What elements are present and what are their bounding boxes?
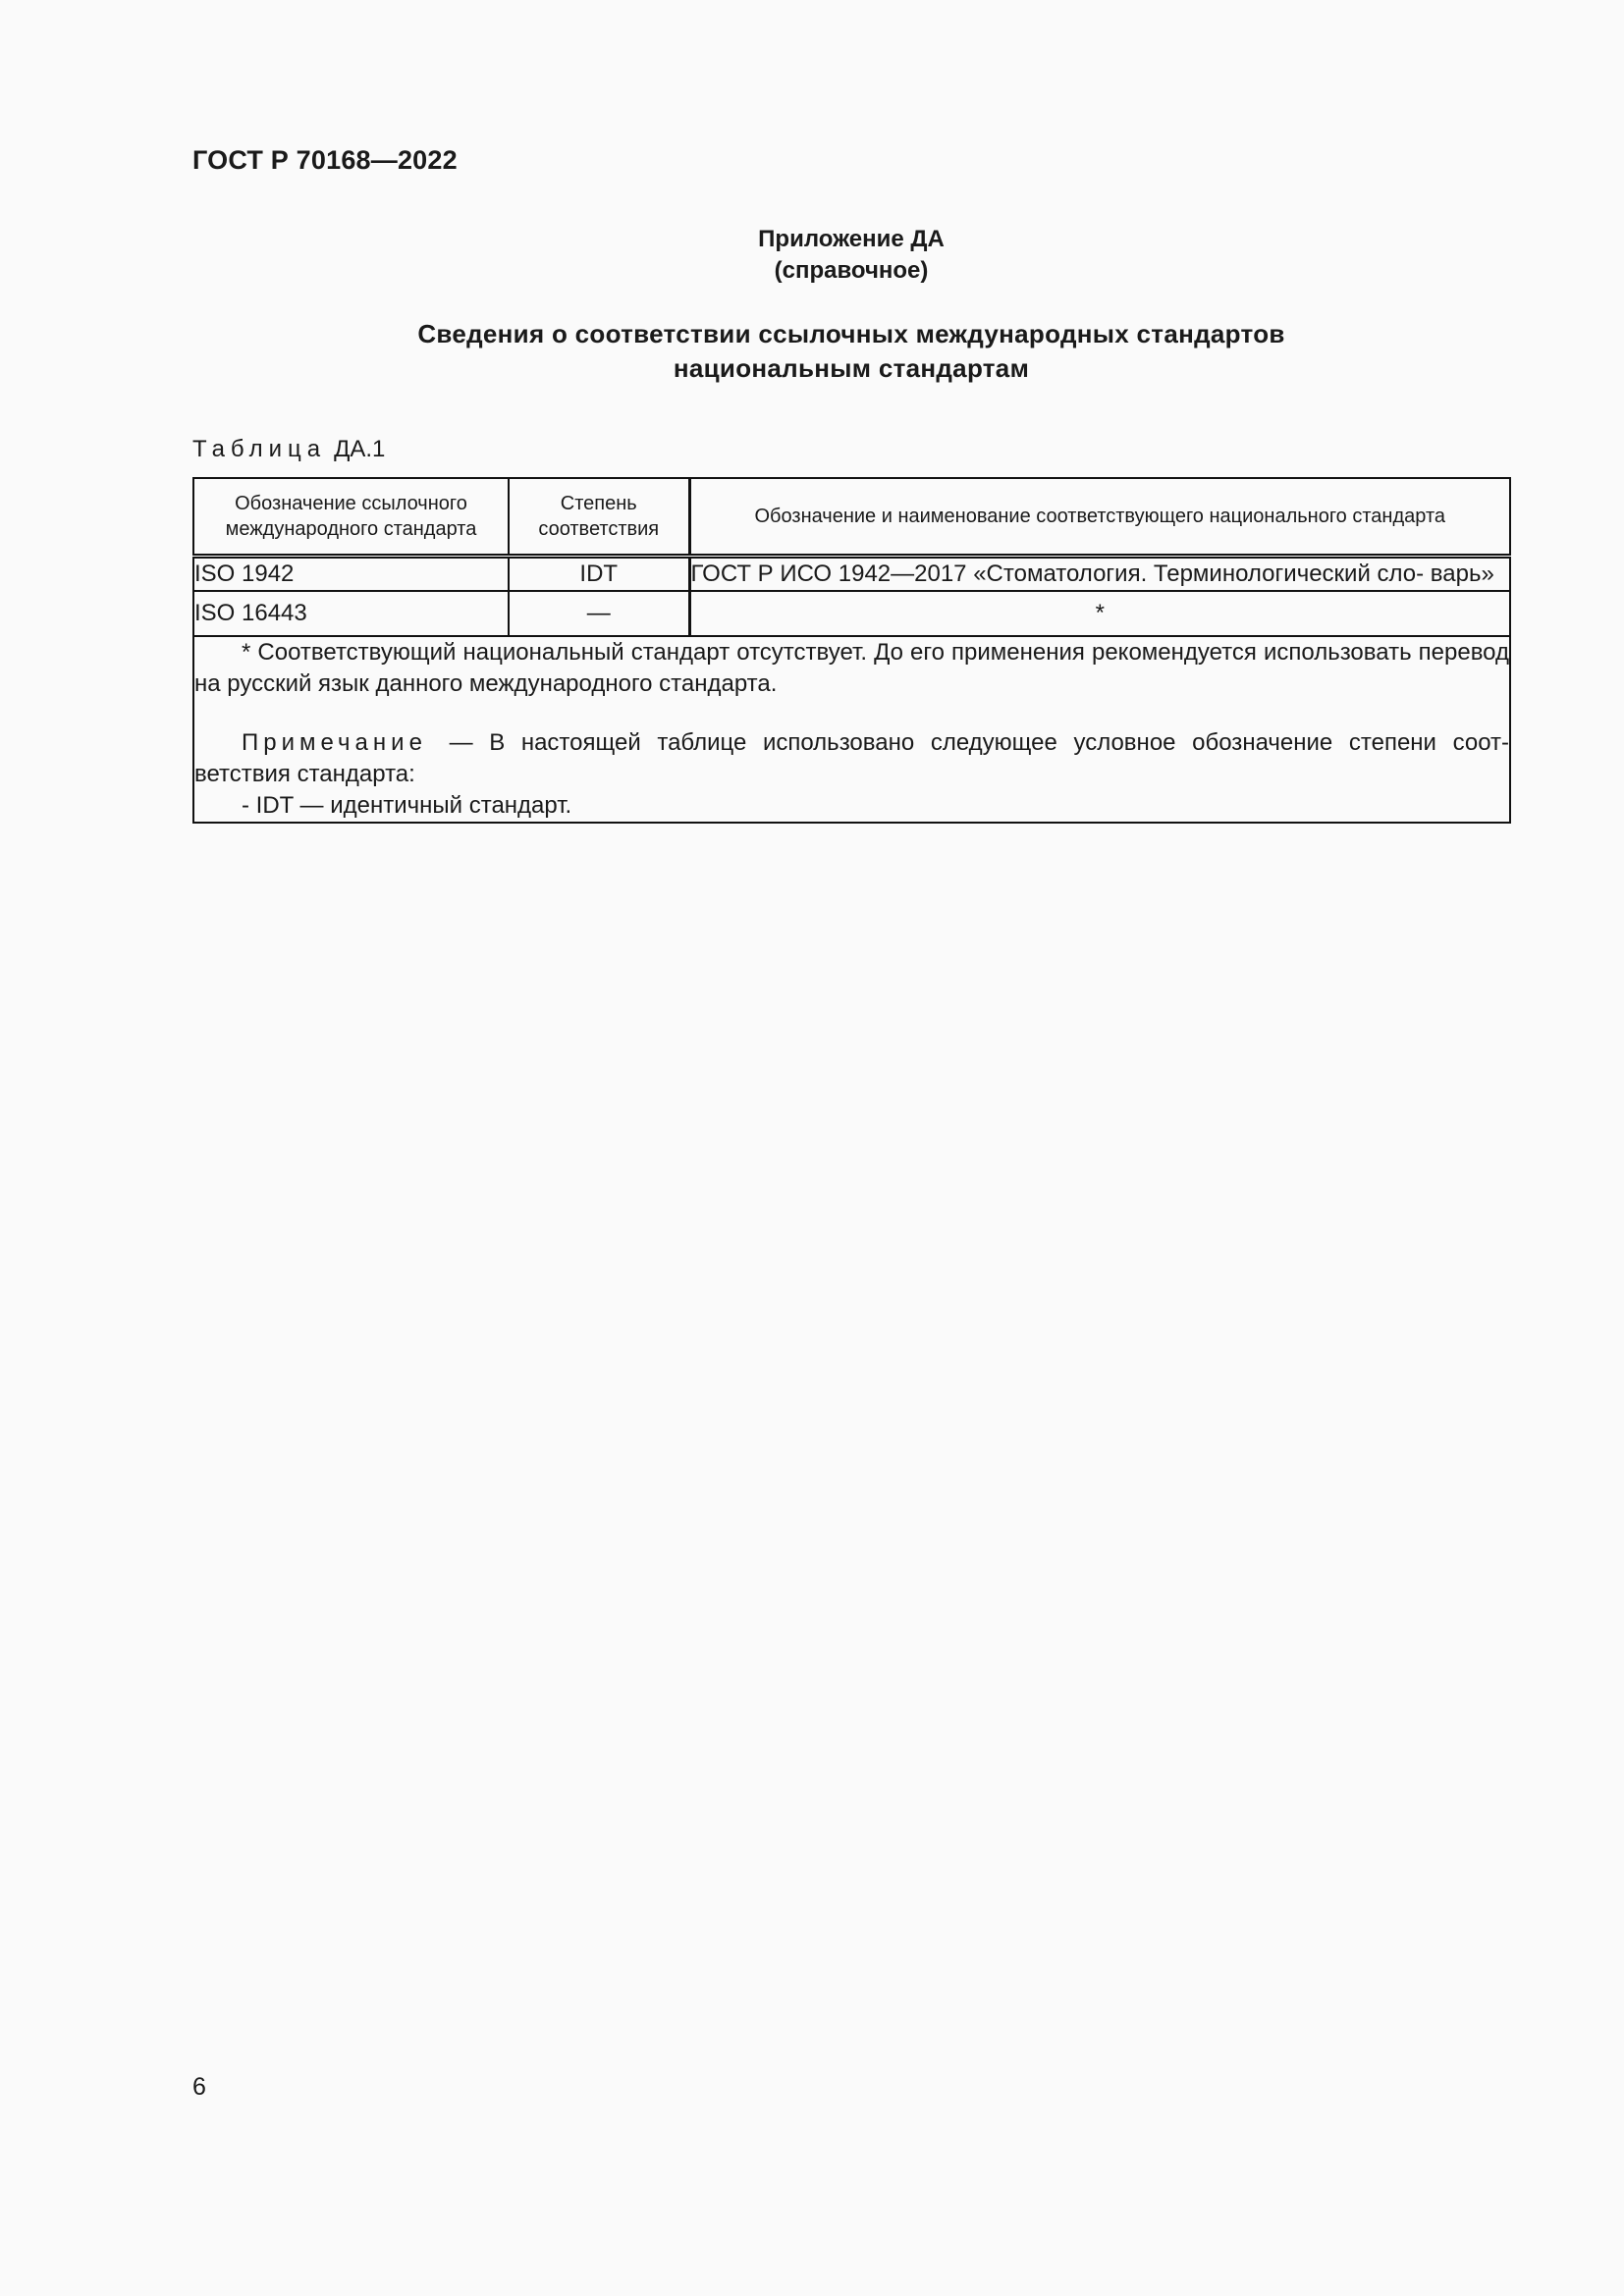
page-number: 6 xyxy=(192,2073,206,2101)
section-title xyxy=(0,317,1624,386)
appendix-subtitle: (справочное) xyxy=(774,257,929,284)
table-caption-label: Таблица xyxy=(192,436,327,462)
cell-degree: IDT xyxy=(509,557,689,592)
cell-intl-standard: ISO 1942 xyxy=(193,557,509,592)
note-label: Примечание xyxy=(242,729,427,756)
table-caption-number: ДА.1 xyxy=(334,436,386,462)
appendix-title: Приложение ДА xyxy=(758,226,945,252)
cell-national-standard: * xyxy=(689,591,1510,636)
correspondence-table xyxy=(192,477,1511,824)
cell-intl-standard: ISO 16443 xyxy=(193,591,509,636)
note-paragraph xyxy=(194,727,1509,790)
section-title-line-1: Сведения о соответствии ссылочных международных стандартов xyxy=(417,319,1285,348)
table-row xyxy=(193,557,1510,592)
table-caption xyxy=(192,436,385,463)
column-header-national-standard: Обозначение и наименование соответствующего национального стандарта xyxy=(689,478,1510,557)
table-header-row xyxy=(193,478,1510,557)
table-row xyxy=(193,591,1510,636)
section-title-line-2: национальным стандартам xyxy=(673,353,1030,383)
cell-degree: — xyxy=(509,591,689,636)
table-footnotes xyxy=(193,636,1510,823)
document-code: ГОСТ Р 70168—2022 xyxy=(192,145,458,175)
column-header-degree: Степень соответствия xyxy=(509,478,689,557)
note-list-item: - IDT — идентичный стандарт. xyxy=(242,792,572,819)
appendix-heading xyxy=(0,224,1624,287)
table-footer-row xyxy=(193,636,1510,823)
footnote-text: * Соответствующий национальный стандарт отсутствует. До его применения рекомендуется использовать перевод на русский язык данного международного стандарта. xyxy=(194,639,1509,697)
note-text: — В настоящей таблице использовано следующее условное обозначение степени соот- ветствия стандарта: xyxy=(194,729,1509,787)
column-header-intl-standard: Обозначение ссылочного международного стандарта xyxy=(193,478,509,557)
cell-national-standard: ГОСТ Р ИСО 1942—2017 «Стоматология. Терминологический сло- варь» xyxy=(689,557,1510,592)
